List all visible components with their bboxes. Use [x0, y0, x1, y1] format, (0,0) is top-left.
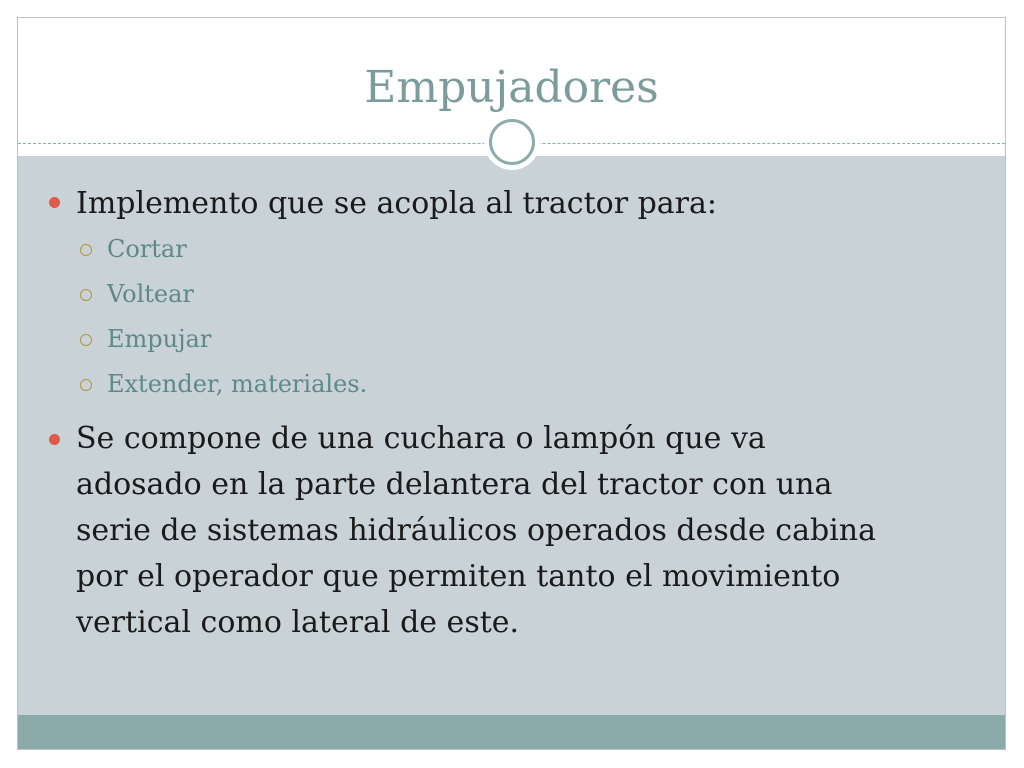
bullet-text-2-line-5: vertical como lateral de este.: [76, 605, 520, 640]
sub-bullet-icon: [80, 379, 92, 391]
bullet-text-2-line-2: adosado en la parte delantera del tractor con una: [76, 467, 833, 502]
bullet-text-2-line-1: Se compone de una cuchara o lampón que va: [76, 421, 766, 456]
slide-frame: [17, 17, 1006, 750]
footer-band: [18, 715, 1005, 749]
bullet-text-2-line-4: por el operador que permiten tanto el movimiento: [76, 559, 841, 594]
bullet-icon: [49, 197, 60, 208]
bullet-text-2-line-3: serie de sistemas hidráulicos operados desde cabina: [76, 513, 876, 548]
slide-content: [18, 18, 1005, 749]
sub-item-1: Cortar: [107, 235, 187, 263]
sub-bullet-icon: [80, 244, 92, 256]
sub-item-2: Voltear: [107, 280, 194, 308]
sub-bullet-icon: [80, 289, 92, 301]
slide-title: Empujadores: [364, 62, 659, 113]
bullet-text-1: Implemento que se acopla al tractor para:: [76, 186, 718, 221]
bullet-icon: [49, 434, 60, 445]
sub-bullet-icon: [80, 334, 92, 346]
sub-item-4: Extender, materiales.: [107, 370, 368, 398]
sub-item-3: Empujar: [107, 325, 212, 353]
bullet-text-2: [76, 416, 976, 646]
